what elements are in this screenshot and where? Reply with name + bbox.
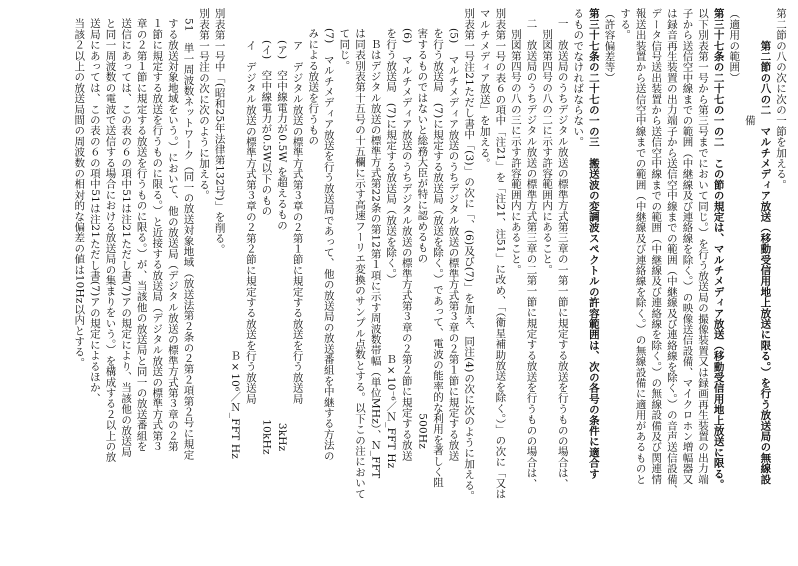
text-line: 送局にあっては、この表の６の項中51は注21ただし書(7)アの規定によるほか、 xyxy=(88,18,101,404)
text-line: 別図第四号の八の二に示す許容範囲内にあること。 xyxy=(541,18,554,275)
text-line: 備 xyxy=(743,8,756,126)
text-line: 第三十七条の二十七の一の三 搬送波の変調波スペクトルの許容範囲は、次の各号の条件に適合す xyxy=(587,8,600,479)
text-line: 章の２第１節に規定する放送を行うものに限る。）が、当該他の放送局と同一の放送番組を xyxy=(135,18,148,452)
text-line: (7) マルチメディア放送を行う放送局であって、他の放送局の放送番組を中継する方法の xyxy=(322,28,335,461)
text-line: 別表第一号の表６の項中「注21」を「注21、注51」に改め、「（衛星補助放送を除く。）」の次に「又は xyxy=(494,8,507,500)
text-line: を行う放送局 (7)に規定する放送局（放送を除く。） Ｂ×10⁻⁶／Ｎ_FFT Hz xyxy=(385,28,398,469)
text-line: 第三十七条の二十七の一の二 この節の規定は、マルチメディア放送（移動受信用地上放送に限る。 xyxy=(712,8,725,490)
text-line: データ信号送出装置から送信空中線までの範囲（中継線及び連絡線を除く。）の無線設備及び関連情 xyxy=(650,8,663,485)
text-line: は同表別表第十五号の十五欄に示す高速フーリエ変換のサンプル点数とする。以下この注において xyxy=(353,28,366,499)
text-line: と同一周波数の電波で送信する場合における放送局の集まりをいう。）を構成する２以上の放 xyxy=(104,18,117,463)
text-line: （許容偏差等） xyxy=(603,8,616,83)
text-line: 別表第一号注の次に次のように加える。 xyxy=(198,8,211,201)
text-line: １節に規定する放送を行うものに限る。）と近接する放送局（デジタル放送の標準方式第３ xyxy=(151,18,164,452)
text-line: 害するものではないと総務大臣が特に認めるもの 500Hz xyxy=(416,28,429,449)
text-line: マルチメディア放送」を加える。 xyxy=(478,8,491,169)
text-line: 別表第一号中「(昭和25年法律第132号)」を削る。 xyxy=(213,8,226,255)
text-line: 51 単一周波数ネットワーク（同一の放送対象地域（放送法第２条の２第２項第２号に規定 xyxy=(182,18,195,460)
text-line: 二 放送局のうちデジタル放送の標準方式第三章の二第一節に規定する放送を行うものの場合は、 xyxy=(525,18,538,489)
text-line: Ｂはデジタル放送の標準方式第22条の第12第１項に示す周波数帯幅（単位MHz）、Ｎ_FFT xyxy=(369,28,382,479)
text-line: 報送出装置から送信空中線までの範囲（中継線及び連絡線を除く。）の無線設備に適用があるものと xyxy=(634,8,647,485)
text-line: るものでなければならない。 xyxy=(572,8,585,148)
text-line: (5) マルチメディア放送のうちデジタル放送の標準方式第３章の２第１節に規定する放送 xyxy=(447,28,460,461)
text-line: 第二節の八の二 マルチメディア放送（移動受信用地上放送に限る。）を行う放送局の無線設 xyxy=(759,8,772,485)
text-line: （適用の範囲） xyxy=(728,8,741,83)
text-line: 当該２以上の放送局間の周波数の相対的な偏差の値は10Hz以内とする。 xyxy=(73,18,86,368)
text-line: 送信にあっては、この表の６の項中51は注21ただし書(7)アの規定により、当該他の放送局 xyxy=(120,18,133,457)
text-line: ア デジタル放送の標準方式第３章の２第１節に規定する放送を行う放送局 xyxy=(291,40,304,404)
text-line: を行う放送局 (7)に規定する放送局（放送を除く。）であって、電波の能率的な利用を著しく阻 xyxy=(431,28,444,488)
text-line: (6) マルチメディア放送のうちデジタル放送の標準方式第３章の２第２節に規定する放送 xyxy=(400,28,413,461)
text-line: Ｂ×10⁶／Ｎ_FFT Hz xyxy=(229,40,242,460)
text-line: 子から送信空中線までの範囲（中継線及び連絡線を除く。）の映像送信設備、マイクロホン増幅器又 xyxy=(681,8,694,485)
text-line: 以下別表第一号から第三号までにおいて同じ。）を行う放送局の撮像装置又は録画再生装置の出力端 xyxy=(697,8,710,485)
text-line: は録音再生装置の出力端子から送信空中線までの範囲（中継線及び連絡線を除く。）の音声送信設備、 xyxy=(665,8,678,495)
text-line: 別表第一号注21ただし書中「(3)」の次に「、(6)及び(7)」を加え、同注(4)の次に次のように加える。 xyxy=(463,8,476,501)
vertical-text-body xyxy=(71,8,788,558)
text-line: て同じ。 xyxy=(338,28,351,71)
text-line: 別図第四号の八の三に示す許容範囲内にあること。 xyxy=(509,18,522,275)
text-line: 第二節の八の次に次の一節を加える。 xyxy=(775,8,787,190)
text-line: (イ) 空中線電力が0.5W以下のもの 10kHz xyxy=(260,40,273,455)
text-line: (ア) 空中線電力が0.5W を超えるもの 3kHz xyxy=(276,40,288,452)
text-line: 一 放送局のうちデジタル放送の標準方式第三章の一第一節に規定する放送を行うものの場合は、 xyxy=(556,18,569,489)
text-line: する放送対象地域をいう。）において、他の放送局（デジタル放送の標準方式第３章の２第 xyxy=(166,18,179,452)
text-line: イ デジタル放送の標準方式第３章の２第２節に規定する放送を行う放送局 xyxy=(244,40,257,404)
text-line: みによる放送を行うもの xyxy=(307,28,320,146)
text-line: する。 xyxy=(619,8,632,41)
